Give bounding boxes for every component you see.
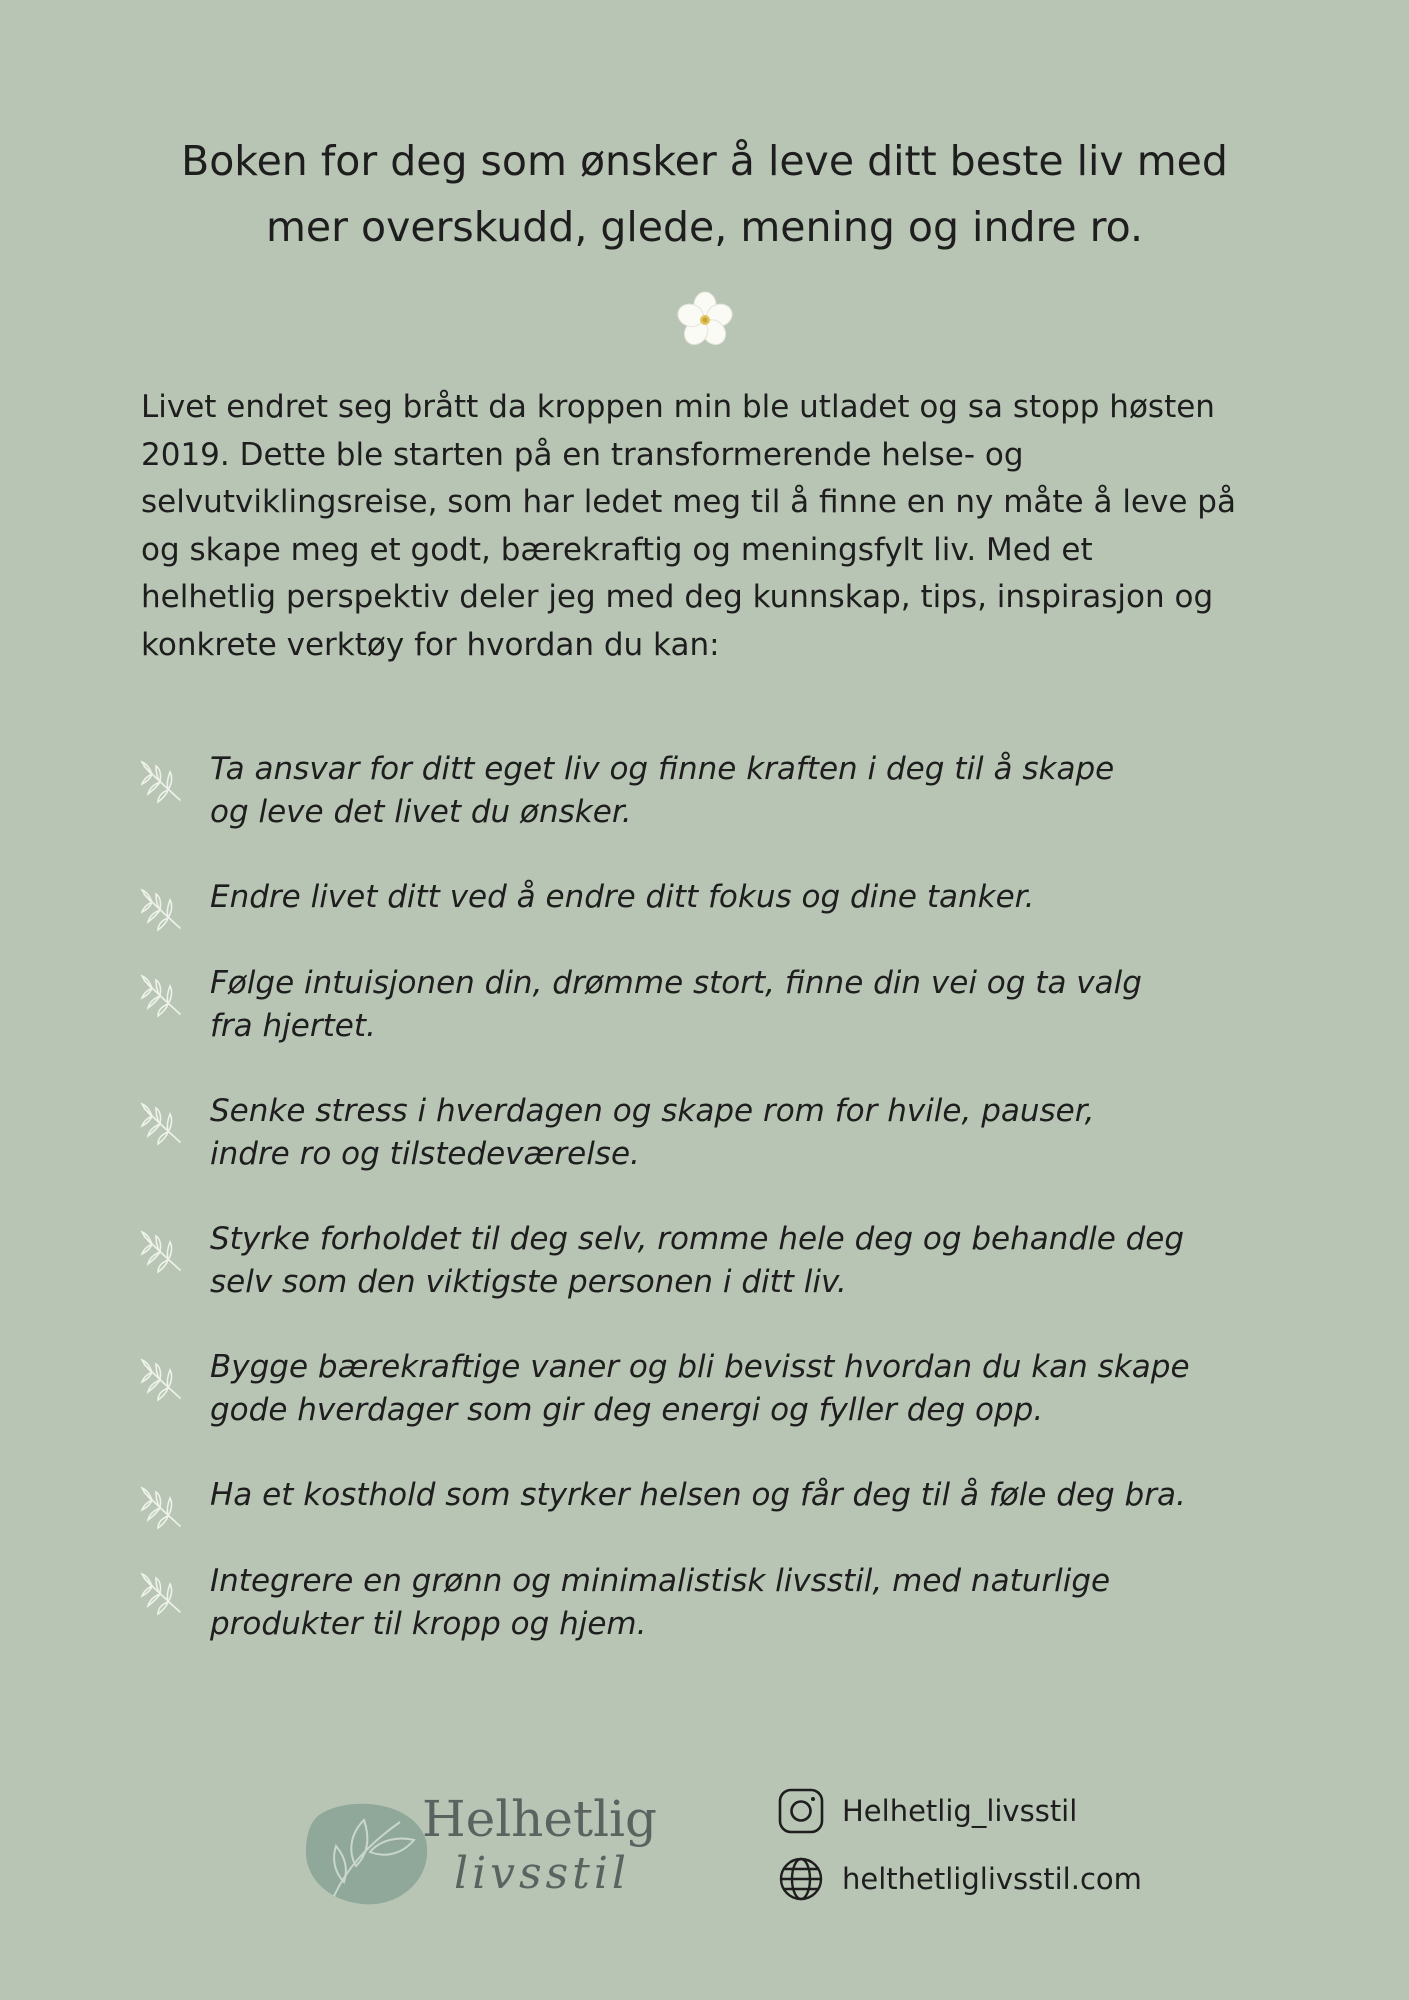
intro-line: og skape meg et godt, bærekraftig og meningsfylt liv. Med et [141,531,1093,568]
benefit-text-line: Ta ansvar for ditt eget liv og finne kraften i deg til å skape [210,751,1115,787]
intro-line: Livet endret seg brått da kroppen min ble utladet og sa stopp høsten [141,389,1215,425]
leaf-logo-icon [304,1800,430,1908]
benefit-text-line: selv som den viktigste personen i ditt liv. [210,1264,847,1300]
benefit-text-line: Bygge bærekraftige vaner og bli bevisst hvordan du kan skape [210,1349,1190,1385]
leaf-sprig-icon [140,1102,186,1148]
globe-icon [776,1854,826,1904]
intro-line: 2019. Dette ble starten på en transformerende helse- og [141,436,1024,473]
intro-line: selvutviklingsreise, som har ledet meg til å finne en ny måte å leve på [141,484,1236,520]
benefit-text-line: produkter til kropp og hjem. [210,1606,647,1642]
website-link[interactable]: helthetliglivsstil.com [842,1862,1142,1896]
instagram-icon [776,1786,826,1836]
benefit-text-line: indre ro og tilstedeværelse. [210,1136,640,1172]
logo-subtitle: livsstil [454,1848,630,1899]
benefit-text-line: Styrke forholdet til deg selv, romme hele deg og behandle deg [210,1221,1185,1257]
headline [0,128,1409,260]
website-contact[interactable] [776,1854,1296,1908]
benefit-text-line: gode hverdager som gir deg energi og fyller deg opp. [210,1392,1044,1428]
leaf-sprig-icon [140,1230,186,1276]
benefit-text-line: fra hjertet. [210,1008,376,1044]
instagram-contact[interactable] [776,1786,1296,1840]
intro-line: konkrete verktøy for hvordan du kan: [141,626,720,663]
leaf-sprig-icon [140,1486,186,1532]
leaf-sprig-icon [140,1358,186,1404]
instagram-handle[interactable]: Helhetlig_livsstil [842,1794,1078,1828]
logo-title: Helhetlig [422,1790,658,1848]
headline-line-1: Boken for deg som ønsker å leve ditt beste liv med [181,137,1228,185]
headline-line-2: mer overskudd, glede, mening og indre ro. [265,203,1144,251]
leaf-sprig-icon [140,888,186,934]
brand-logo [304,1790,658,1910]
leaf-sprig-icon [140,974,186,1020]
intro-paragraph [141,384,1281,669]
white-flower-icon [673,288,737,352]
benefit-text-line: Følge intuisjonen din, drømme stort, finne din vei og ta valg [210,965,1142,1001]
benefit-text-line: Endre livet ditt ved å endre ditt fokus og dine tanker. [210,879,1035,915]
benefit-text-line: og leve det livet du ønsker. [210,794,632,830]
leaf-sprig-icon [140,1572,186,1618]
benefit-text-line: Integrere en grønn og minimalistisk livsstil, med naturlige [210,1563,1111,1599]
leaf-sprig-icon [140,760,186,806]
benefit-text-line: Senke stress i hverdagen og skape rom for hvile, pauser, [210,1093,1095,1129]
benefit-text-line: Ha et kosthold som styrker helsen og får deg til å føle deg bra. [210,1477,1186,1513]
intro-line: helhetlig perspektiv deler jeg med deg kunnskap, tips, inspirasjon og [141,579,1214,615]
